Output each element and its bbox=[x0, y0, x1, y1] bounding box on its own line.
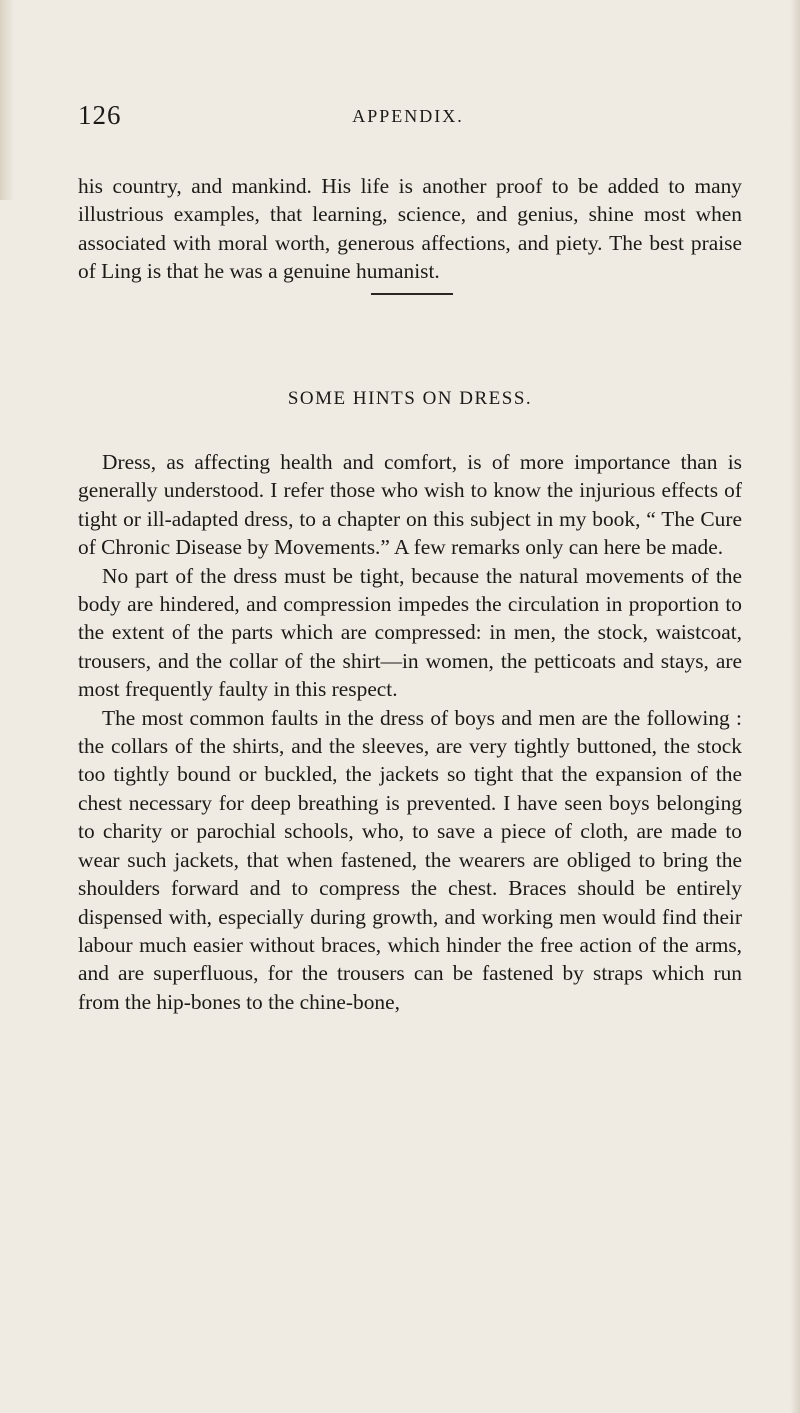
page-number: 126 bbox=[78, 100, 122, 130]
page-edge-shadow-left bbox=[0, 0, 14, 200]
running-head bbox=[78, 100, 738, 140]
section-heading: SOME HINTS ON DRESS. bbox=[287, 388, 533, 409]
intro-paragraph: his country, and mankind. His life is another proof to be added to many illustrious examples, that learning, science, and genius, shine most when associated with moral worth, generous affections, and piety. The best praise of Ling is that he was a genuine humanist. bbox=[78, 174, 742, 284]
section-body bbox=[78, 448, 742, 1016]
running-head-title: APPENDIX. bbox=[352, 106, 464, 126]
body-paragraph: No part of the dress must be tight, because the natural movements of the body are hindered, and compression impedes the circulation in proportion to the extent of the parts which are compressed: in men, the stock, waistcoat, trousers, and the collar of the shirt—in women, the petticoats and stays, are most frequently faulty in this respect. bbox=[78, 563, 742, 702]
page-edge-shadow-right bbox=[790, 0, 800, 1413]
section-divider-rule bbox=[371, 293, 453, 295]
body-paragraph: Dress, as affecting health and comfort, is of more importance than is generally understood. I refer those who wish to know the injurious effects of tight or ill-adapted dress, to a chapter on this subject in my book, “ The Cure of Chronic Disease by Movements.” A few remarks only can here be made. bbox=[78, 450, 742, 560]
intro-paragraph-block bbox=[78, 172, 742, 286]
body-paragraph: The most common faults in the dress of boys and men are the following : the collars of the shirts, and the sleeves, are very tightly buttoned, the stock too tightly bound or buckled, the jackets so tight that the expansion of the chest necessary for deep breathing is prevented. I have seen boys belonging to charity or parochial schools, who, to save a piece of cloth, are made to wear such jackets, that when fastened, the wearers are obliged to bring the shoulders forward and to compress the chest. Braces should be entirely dispensed with, especially during growth, and working men would find their labour much easier without braces, which hinder the free action of the arms, and are superfluous, for the trousers can be fastened by straps which run from the hip-bones to the chine-bone, bbox=[78, 705, 742, 1014]
